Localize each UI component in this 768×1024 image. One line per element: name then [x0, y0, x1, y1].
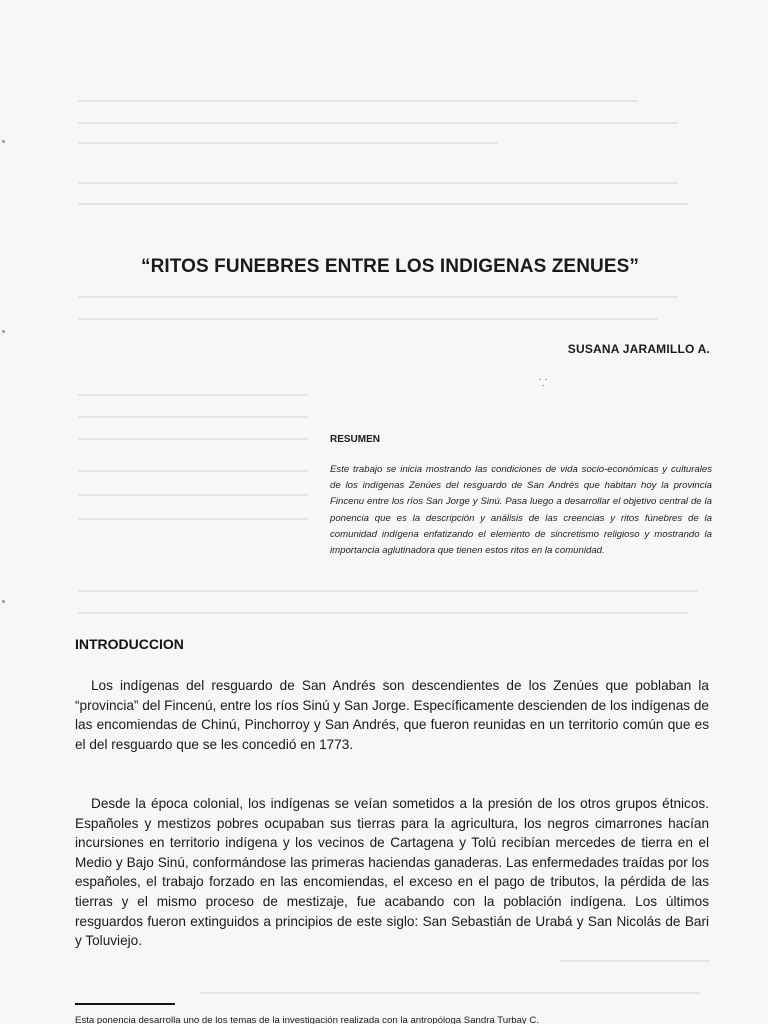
- article-title: “RITOS FUNEBRES ENTRE LOS INDIGENAS ZENUES”: [140, 256, 639, 277]
- author-name: SUSANA JARAMILLO A.: [567, 342, 710, 356]
- footnote-text: Esta ponencia desarrolla uno de los temas de la investigación realizada con la antropóloga Sandra Turbay C.: [75, 1015, 539, 1024]
- abstract-heading: RESUMEN: [330, 434, 381, 445]
- footnote-divider: [75, 1003, 175, 1005]
- section-heading: INTRODUCCION: [75, 636, 184, 652]
- body-paragraph: Los indígenas del resguardo de San Andrés son descendientes de los Zenúes que poblaban la “provincia” del Fincenú, entre los ríos Sinú y San Jorge. Específicamente descienden de los indígenas de las encomiendas de Chinú, Pinchorroy y San Andrés, que fueron reunidas en un territorio común que es el del resguardo que se les concedió en 1773.: [75, 678, 709, 752]
- scan-speck: ⸪: [539, 378, 548, 389]
- body-paragraph: Desde la época colonial, los indígenas se veían sometidos a la presión de los otros grupos étnicos. Españoles y mestizos pobres ocupaban sus tierras para la agricultura, los negros cimarrones hacían incursiones en territorio indígena y los vecinos de Cartagena y Tolú recibían mercedes de tierra en el Medio y Bajo Sinú, conformándose las primeras haciendas ganaderas. Las enfermedades traídas por los españoles, el trabajo forzado en las encomiendas, el exceso en el pago de tributos, la pérdida de las tierras y el mismo proceso de mestizaje, fue acabando con la población indígena. Los últimos resguardos fueron extinguidos a principios de este siglo: San Sebastián de Urabá y San Nicolás de Bari y Toluviejo.: [75, 796, 709, 949]
- abstract-text: Este trabajo se inicia mostrando las condiciones de vida socio-económicas y culturales de los indígenas Zenúes del resguardo de San Andrés que habitan hoy la provincia Fincenu entre los ríos San Jorge y Sinú. Pasa luego a desarrollar el objetivo central de la ponencia que es la descripción y análisis de las creencias y ritos fúnebres de la comunidad indígena enfatizando el elemento de sincretismo religioso y mostrando la importancia aglutinadora que tienen estos ritos en la comunidad.: [330, 464, 712, 557]
